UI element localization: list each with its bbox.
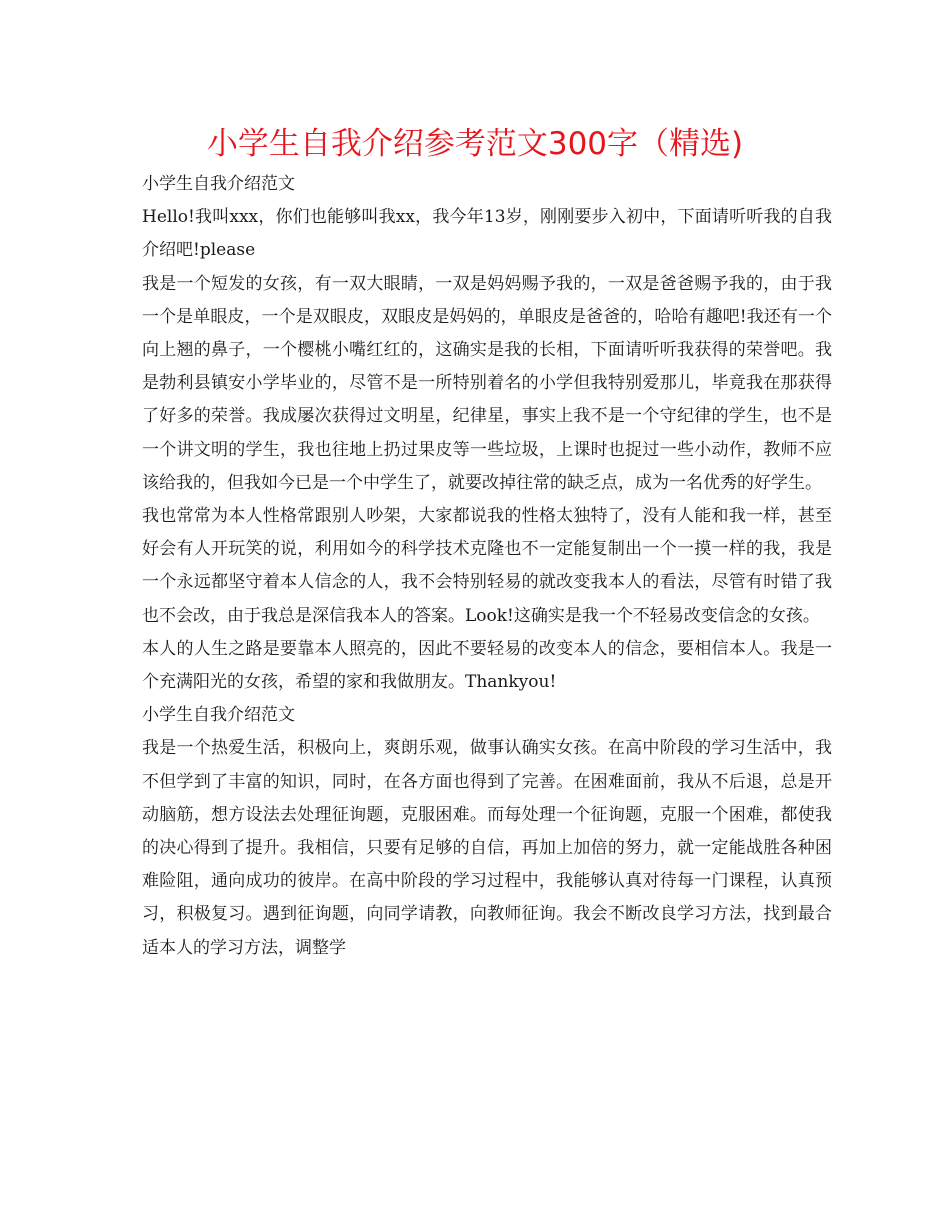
body-paragraph: 我是一个热爱生活，积极向上，爽朗乐观，做事认确实女孩。在高中阶段的学习生活中，我不但学到了丰富的知识，同时，在各方面也得到了完善。在困难面前，我从不后退，总是开动脑筋，想方设法去处理征询题，克服困难。而每处理一个征询题，克服一个困难，都使我的决心得到了提升。我相信，只要有足够的自信，再加上加倍的努力，就一定能战胜各种困难险阻，通向成功的彼岸。在高中阶段的学习过程中，我能够认真对待每一门课程，认真预习，积极复习。遇到征询题，向同学请教，向教师征询。我会不断改良学习方法，找到最合适本人的学习方法，调整学 <box>142 738 832 958</box>
document-title: 小学生自我介绍参考范文300字（精选) <box>206 126 744 162</box>
body-paragraph: 我是一个短发的女孩，有一双大眼睛，一双是妈妈赐予我的，一双是爸爸赐予我的，由于我一个是单眼皮，一个是双眼皮，双眼皮是妈妈的，单眼皮是爸爸的，哈哈有趣吧!我还有一个向上翘的鼻子，一个樱桃小嘴红红的，这确实是我的长相，下面请听听我获得的荣誉吧。我是勃利县镇安小学毕业的，尽管不是一所特别着名的小学但我特别爱那儿，毕竟我在那获得了好多的荣誉。我成屡次获得过文明星，纪律星，事实上我不是一个守纪律的学生，也不是一个讲文明的学生，我也往地上扔过果皮等一些垃圾，上课时也捉过一些小动作，教师不应该给我的，但我如今已是一个中学生了，就要改掉往常的缺乏点，成为一名优秀的好学生。 <box>142 273 832 493</box>
section-heading: 小学生自我介绍范文 <box>142 705 295 726</box>
body-paragraph: 本人的人生之路是要靠本人照亮的，因此不要轻易的改变本人的信念，要相信本人。我是一个充满阳光的女孩，希望的家和我做朋友。Thankyou! <box>142 638 832 693</box>
section-heading: 小学生自我介绍范文 <box>142 174 295 194</box>
body-paragraph: 我也常常为本人性格常跟别人吵架，大家都说我的性格太独特了，没有人能和我一样，甚至好会有人开玩笑的说，利用如今的科学技术克隆也不一定能复制出一个一摸一样的我，我是一个永远都坚守着本人信念的人，我不会特别轻易的就改变我本人的看法，尽管有时错了我也不会改，由于我总是深信我本人的答案。Look!这确实是我一个不轻易改变信念的女孩。 <box>142 506 832 626</box>
document-body <box>142 168 832 965</box>
body-paragraph: Hello!我叫xxx，你们也能够叫我xx，我今年13岁，刚刚要步入初中，下面请听听我的自我介绍吧!please <box>142 207 832 261</box>
